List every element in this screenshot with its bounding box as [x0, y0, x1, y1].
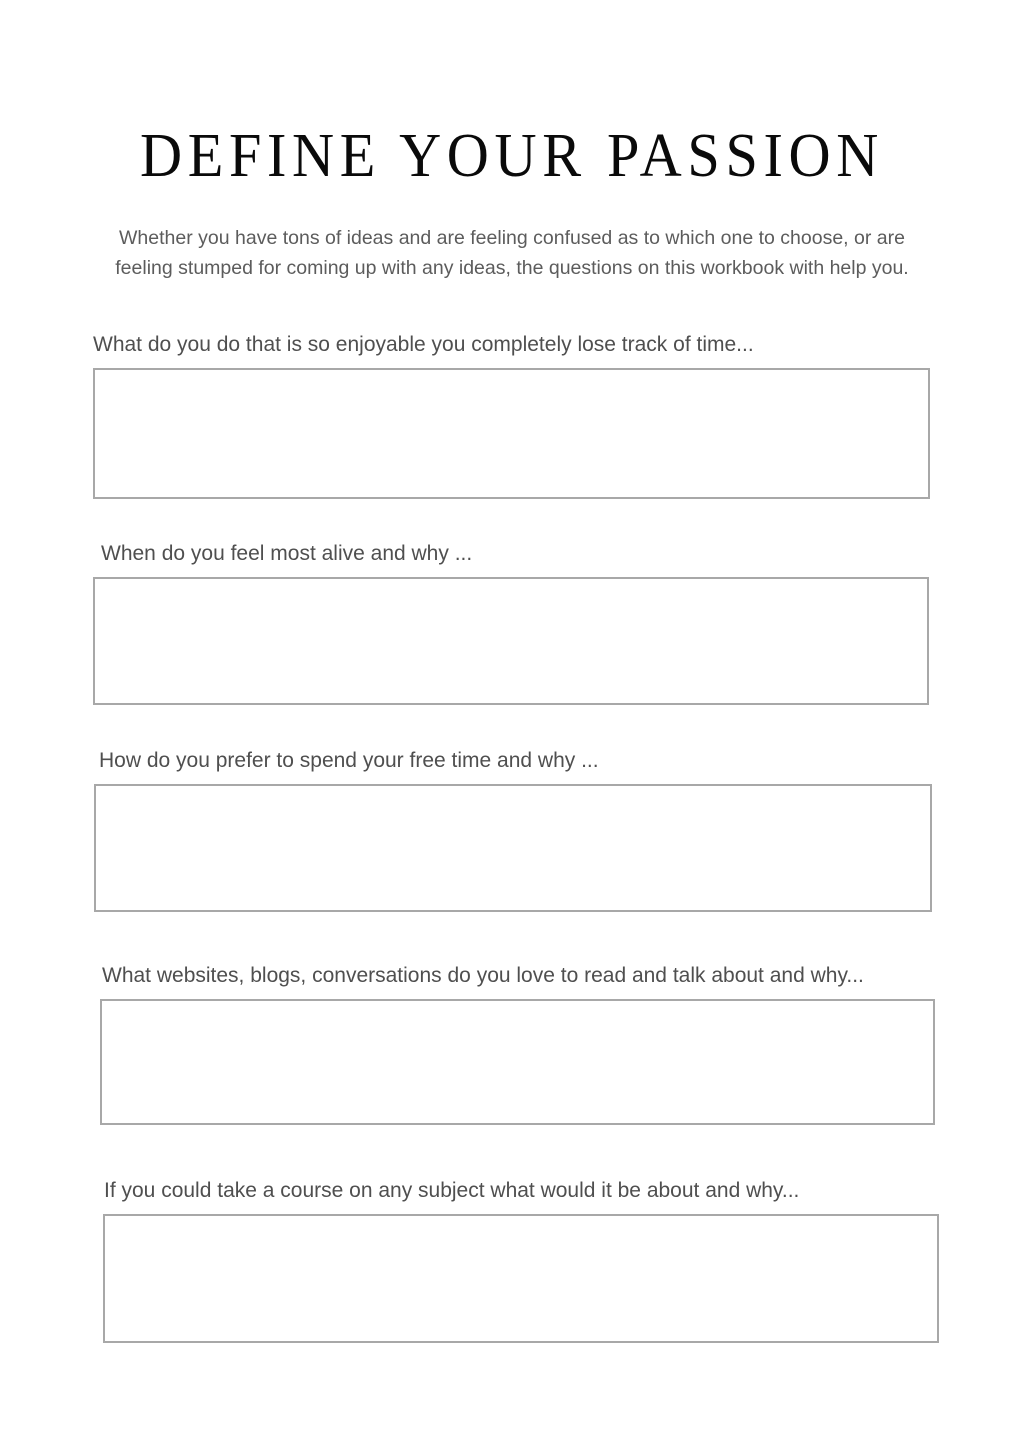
intro-paragraph: Whether you have tons of ideas and are feeling confused as to which one to choose, or are feeling stumped for coming up with any ideas, the questions on this workbook with help you.: [115, 226, 909, 279]
question-block-1: [93, 331, 933, 499]
question-block-5: [103, 1177, 941, 1343]
question-block-4: [100, 962, 938, 1125]
answer-box-1[interactable]: [93, 368, 930, 499]
question-block-3: [94, 747, 934, 912]
answer-box-2[interactable]: [93, 577, 929, 705]
answer-box-3[interactable]: [94, 784, 932, 912]
answer-box-4[interactable]: [100, 999, 935, 1125]
question-label-3: How do you prefer to spend your free time and why ...: [99, 749, 599, 772]
question-label-4: What websites, blogs, conversations do you love to read and talk about and why...: [102, 964, 864, 987]
question-label-5: If you could take a course on any subject what would it be about and why...: [104, 1179, 800, 1202]
question-block-2: [93, 540, 933, 705]
page-title: DEFINE YOUR PASSION: [139, 121, 885, 190]
question-label-1: What do you do that is so enjoyable you completely lose track of time...: [93, 333, 754, 356]
answer-box-5[interactable]: [103, 1214, 939, 1343]
question-label-2: When do you feel most alive and why ...: [101, 542, 473, 565]
